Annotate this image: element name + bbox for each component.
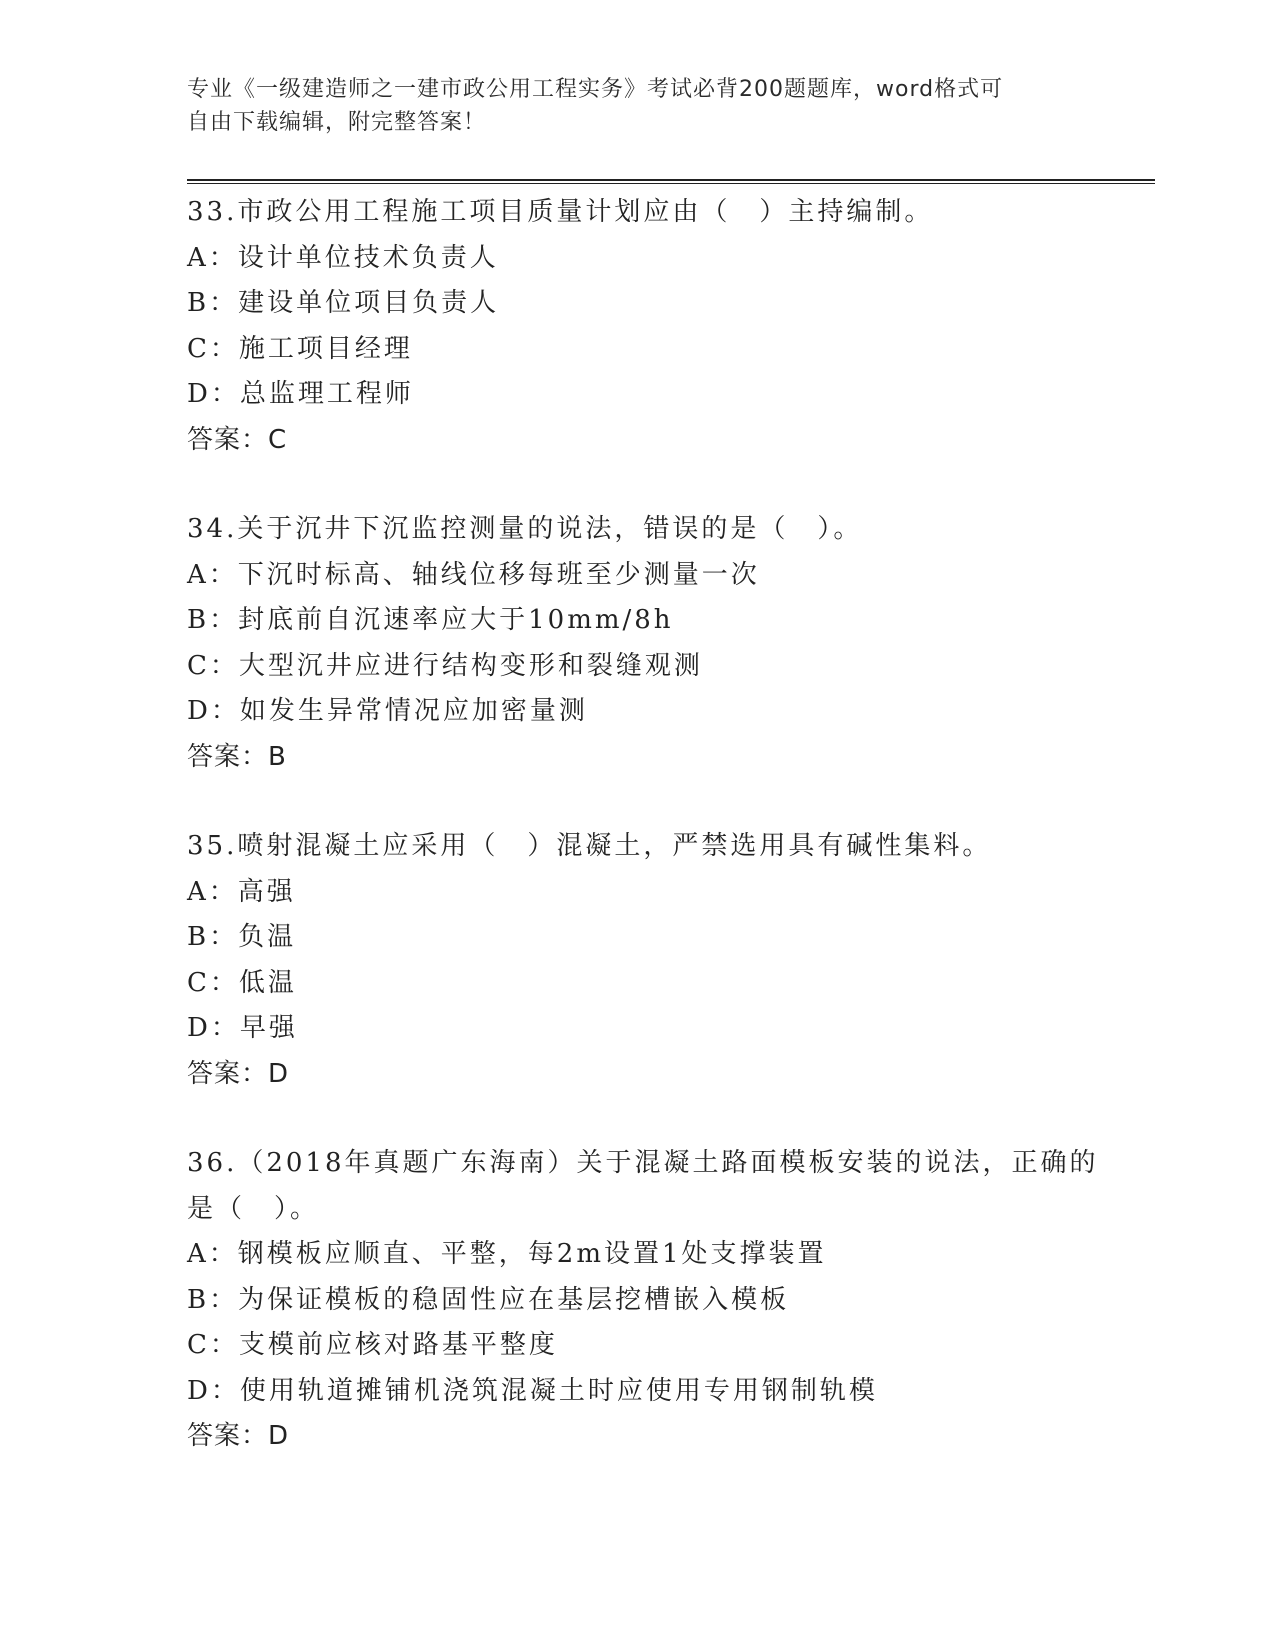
option-c: C：施工项目经理 — [187, 333, 413, 364]
spacer — [187, 780, 1087, 824]
document-header — [187, 73, 1087, 139]
answer-text: 答案：C — [187, 424, 288, 455]
option-b: B：为保证模板的稳固性应在基层挖槽嵌入模板 — [187, 1284, 790, 1315]
option-b: B：负温 — [187, 922, 297, 952]
question-stem: 34.关于沉井下沉监控测量的说法，错误的是（ ）。 — [187, 514, 863, 544]
option-d: D：使用轨道摊铺机浇筑混凝土时应使用专用钢制轨模 — [187, 1375, 878, 1406]
option-d: D：早强 — [187, 1013, 298, 1043]
question-35 — [187, 824, 1087, 1097]
option-c: C：支模前应核对路基平整度 — [187, 1330, 558, 1360]
question-36 — [187, 1141, 1099, 1460]
option-a: A：下沉时标高、轴线位移每班至少测量一次 — [187, 559, 760, 590]
question-stem: 33.市政公用工程施工项目质量计划应由（ ）主持编制。 — [187, 197, 934, 227]
question-stem: 35.喷射混凝土应采用（ ）混凝土，严禁选用具有碱性集料。 — [187, 831, 992, 861]
question-34 — [187, 507, 1087, 780]
option-a: A：钢模板应顺直、平整，每2m设置1处支撑装置 — [187, 1239, 827, 1269]
option-d: D：总监理工程师 — [187, 379, 414, 409]
header-line-1: 专业《一级建造师之一建市政公用工程实务》考试必背200题题库，word格式可 — [187, 77, 1004, 102]
option-b: B：建设单位项目负责人 — [187, 288, 500, 318]
question-stem: 36.（2018年真题广东海南）关于混凝土路面模板安装的说法，正确的 — [187, 1148, 1099, 1178]
spacer — [187, 463, 1087, 507]
option-a: A：高强 — [187, 876, 296, 907]
question-list — [187, 190, 1099, 1460]
answer-text: 答案：B — [187, 741, 287, 772]
answer-text: 答案：D — [187, 1058, 290, 1089]
question-stem-continued: 是（ ）。 — [187, 1193, 320, 1224]
question-33 — [187, 190, 1087, 463]
option-a: A：设计单位技术负责人 — [187, 242, 499, 273]
option-b: B：封底前自沉速率应大于10mm/8h — [187, 605, 674, 635]
option-c: C：低温 — [187, 967, 297, 998]
spacer — [187, 1097, 1087, 1141]
option-d: D：如发生异常情况应加密量测 — [187, 696, 588, 726]
header-divider — [187, 179, 1155, 184]
option-c: C：大型沉井应进行结构变形和裂缝观测 — [187, 650, 703, 681]
answer-text: 答案：D — [187, 1421, 290, 1451]
header-line-2: 自由下载编辑，附完整答案！ — [187, 110, 487, 135]
